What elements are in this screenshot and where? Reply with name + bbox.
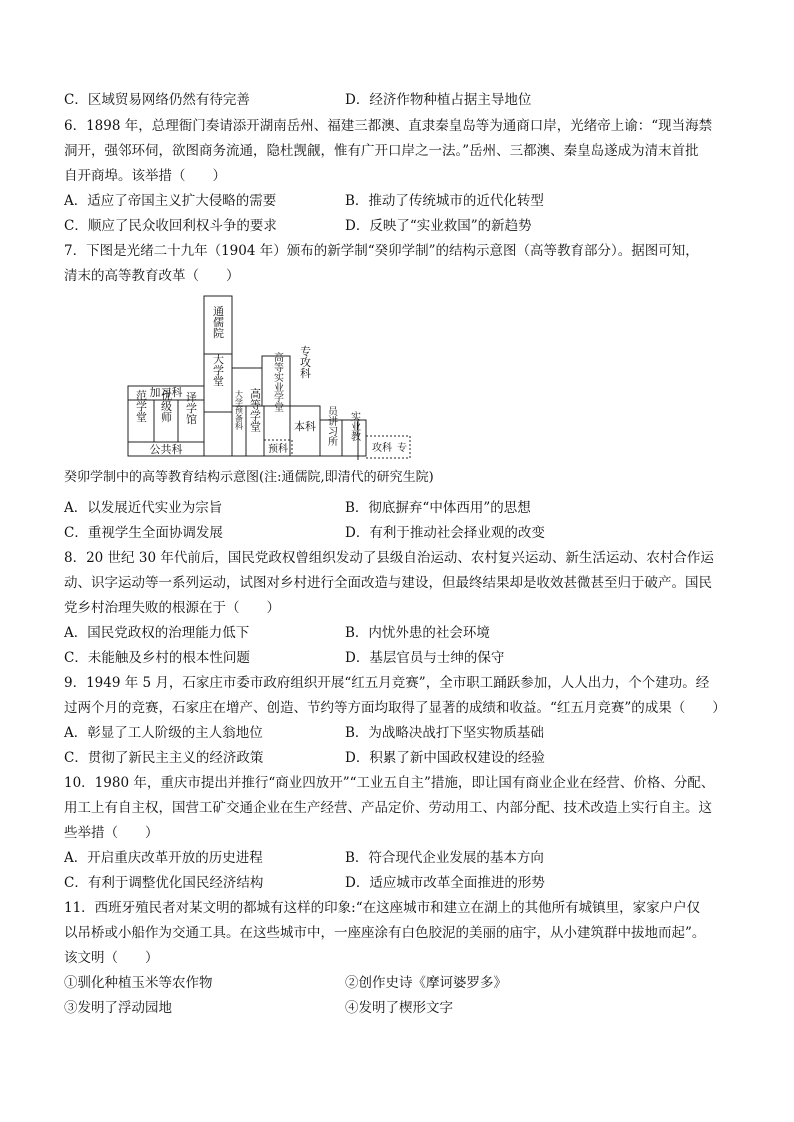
label-yixueguan: 译学馆 (184, 391, 198, 425)
q8-stem-line: 8．20 世纪 30 年代前后，国民党政权曾组织发动了县级自治运动、农村复兴运动、新生活运动、农村合作运 (64, 550, 714, 566)
q9-option-d: D．积累了新中国政权建设的经验 (345, 750, 545, 766)
q6-stem-line: 自开商埠。该举措（ ） (64, 168, 226, 184)
q7-option-d: D．有利于推动社会择业观的改变 (345, 525, 545, 541)
q6-option-b: B．推动了传统城市的近代化转型 (345, 193, 544, 209)
label-tongruyuan: 通儒院 (211, 305, 225, 339)
label-fanxuetang: 范学堂 (134, 389, 148, 423)
q8-option-a: A．国民党政权的治理能力低下 (64, 625, 250, 641)
q11-option-2: ②创作史诗《摩诃婆罗多》 (345, 975, 507, 991)
q11-stem-line: 11．西班牙殖民者对某文明的都城有这样的印象:“在这座城市和建立在湖上的其他所有城镇里，家家户户仅 (64, 900, 701, 916)
label-jiaxike: 加习科 (149, 386, 183, 399)
q8-stem-line: 党乡村治理失败的根源在于（ ） (64, 600, 280, 616)
q11-stem-line: 以吊桥或小船作为交通工具。在这些城市中，一座座涂有白色胶泥的美丽的庙宇，从小建筑群中拔地而起”。 (64, 925, 706, 941)
label-gaodeng-xuetang: 高等学堂 (248, 388, 262, 432)
q11-stem-line: 该文明（ ） (64, 950, 159, 966)
q10-option-d: D．适应城市改革全面推进的形势 (345, 875, 545, 891)
education-structure-diagram (64, 290, 724, 460)
label-gaodeng-shiye: 高等实业学堂 (271, 352, 283, 412)
q9-stem-line: 9．1949 年 5 月，石家庄市委市政府组织开展“红五月竞赛”，全市职工踊跃参加，人人出力，个个建功。经 (64, 675, 710, 691)
q6-stem-line: 洞开，强邻环伺，欲图商务流通，隐杜觊觎，惟有广开口岸之一法。”岳州、三都澳、秦皇岛遂成为清末首批 (64, 143, 699, 159)
q10-stem-line: 些举措（ ） (64, 825, 159, 841)
label-daxue-yuke: 大学预备科 (234, 390, 244, 430)
q8-option-d: D．基层官员与士绅的保守 (345, 650, 505, 666)
q7-option-b: B．彻底摒弃“中体西用”的思想 (345, 500, 531, 516)
q8-option-b: B．内忧外患的社会环境 (345, 625, 490, 641)
q10-option-a: A．开启重庆改革开放的历史进程 (64, 850, 263, 866)
q6-option-c: C．顺应了民众收回利权斗争的要求 (64, 218, 277, 234)
q9-option-c: C．贯彻了新民主主义的经济政策 (64, 750, 264, 766)
q9-option-b: B．为战略决战打下坚实物质基础 (345, 725, 544, 741)
q10-stem-line: 10．1980 年，重庆市提出并推行“商业四放开”“工业五自主”措施，即让国有商业企业在经营、价格、分配、 (64, 775, 715, 791)
q10-option-b: B．符合现代企业发展的基本方向 (345, 850, 544, 866)
q11-option-1: ①驯化种植玉米等农作物 (64, 975, 213, 991)
label-shiyejiao: 实业教 (348, 411, 360, 441)
label-yuke: 预科 (268, 444, 288, 455)
q6-option-d: D．反映了“实业救国”的新趋势 (345, 218, 532, 234)
q7-option-c: C．重视学生全面协调发展 (64, 525, 223, 541)
label-benke: 本科 (294, 420, 316, 433)
q10-stem-line: 用工上有自主权，国营工矿交通企业在生产经营、产品定价、劳动用工、内部分配、技术改造上实行自主。这 (64, 800, 712, 816)
label-gongke: 攻科 (372, 443, 392, 454)
option-d: D．经济作物种植占据主导地位 (345, 92, 532, 108)
option-c: C．区域贸易网络仍然有待完善 (64, 92, 250, 108)
q6-option-a: A．适应了帝国主义扩大侵略的需要 (64, 193, 277, 209)
label-yuanjiangxisuo: 员讲习所 (325, 406, 337, 446)
q9-stem-line: 过两个月的竞赛，石家庄在增产、创造、节约等方面均取得了显著的成绩和收益。“红五月竞赛”的成果（ ） (64, 700, 726, 716)
label-daxuetang: 大学堂 (211, 353, 225, 387)
label-youjishi: 优级师 (159, 389, 173, 423)
q7-stem-line: 清末的高等教育改革（ ） (64, 268, 240, 284)
q11-option-4: ④发明了楔形文字 (345, 1000, 453, 1016)
q7-option-a: A．以发展近代实业为宗旨 (64, 500, 223, 516)
q8-option-c: C．未能触及乡村的根本性问题 (64, 650, 250, 666)
q9-option-a: A．彰显了工人阶级的主人翁地位 (64, 725, 263, 741)
label-gongsheke: 公共科 (149, 443, 183, 456)
diagram-caption: 癸卯学制中的高等教育结构示意图(注:通儒院,即清代的研究生院) (64, 470, 434, 485)
q10-option-c: C．有利于调整优化国民经济结构 (64, 875, 264, 891)
q8-stem-line: 动、识字运动等一系列运动，试图对乡村进行全面改造与建设，但最终结果却是收效甚微甚至归于破产。国民 (64, 575, 712, 591)
q11-option-3: ③发明了浮动园地 (64, 1000, 172, 1016)
label-zhuangongke: 专攻科 (298, 345, 312, 379)
q6-stem-line: 6．1898 年，总理衙门奏请添开湖南岳州、福建三都澳、直隶秦皇岛等为通商口岸，光绪帝上谕：“现当海禁 (64, 118, 713, 134)
q7-stem-line: 7．下图是光绪二十九年（1904 年）颁布的新学制“癸卯学制”的结构示意图（高等教育部分）。据图可知， (64, 243, 699, 259)
label-zhuan: 专 (397, 443, 407, 454)
